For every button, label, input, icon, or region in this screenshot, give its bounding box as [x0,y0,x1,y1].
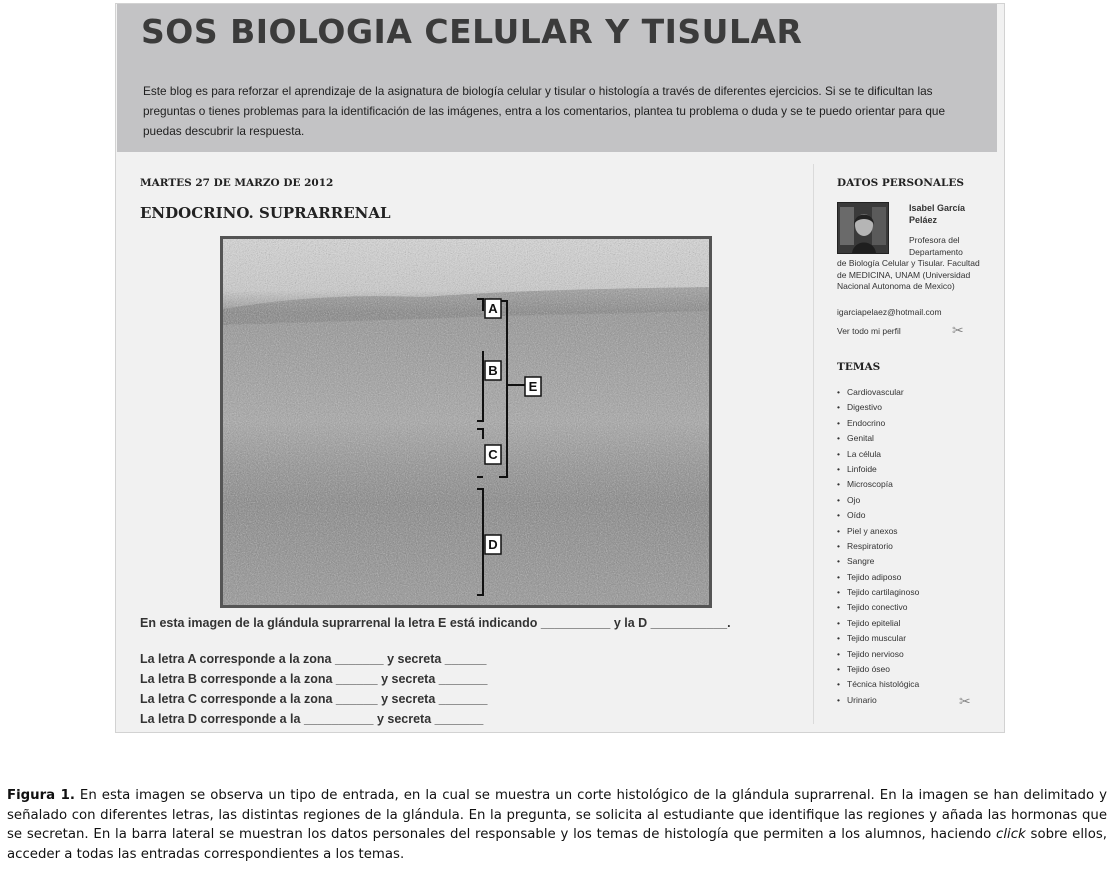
topic-link[interactable]: • Tejido conectivo [837,600,919,615]
view-profile-link[interactable]: Ver todo mi perfil [837,326,901,336]
profile-description: Profesora del Departamento [909,235,963,257]
topic-link[interactable]: • La célula [837,447,919,462]
topic-link[interactable]: • Técnica histológica [837,677,919,692]
profile-heading: DATOS PERSONALES [837,177,964,189]
question-main: En esta imagen de la glándula suprarrenal la letra E está indicando __________ y la D ___________. [140,616,731,630]
question-line-c: La letra C corresponde a la zona ______ y secreta _______ [140,692,488,706]
topic-link[interactable]: • Tejido cartilaginoso [837,585,919,600]
adrenal-gland-micrograph [220,236,712,608]
region-label-b [485,361,501,380]
profile-description-continued: de Biología Celular y Tisular. Facultad de MEDICINA, UNAM (Universidad Nacional Autonoma de Mexico) [837,258,980,291]
topic-link[interactable]: • Genital [837,431,919,446]
svg-text:D: D [488,537,498,552]
topic-link[interactable]: • Microscopía [837,477,919,492]
svg-text:E: E [528,379,538,394]
caption-text-end: sobre ellos, acceder a todas las entradas correspondientes a los temas. [7,827,1108,862]
svg-text:B: B [488,363,498,378]
screwdriver-wrench-icon[interactable]: ✂ [952,322,964,338]
post-title[interactable]: ENDOCRINO. SUPRARRENAL [140,204,391,222]
region-label-c [485,445,501,464]
topic-link[interactable]: • Endocrino [837,416,919,431]
profile-name-link[interactable]: Isabel García Peláez [909,203,966,225]
blog-description: Este blog es para reforzar el aprendizaje de la asignatura de biología celular y tisular o histología a través de diferentes ejercicios. Si se te dificultan las preguntas o tienes problemas para la identificación de las imágenes, entra a los comentarios, plantea tu problema o duda y se te puedo orientar para que puedas descubrir la respuesta. [143,84,946,138]
topic-link[interactable]: • Piel y anexos [837,524,919,539]
topics-heading: TEMAS [837,361,881,373]
topic-link[interactable]: • Sangre [837,554,919,569]
screwdriver-wrench-icon[interactable]: ✂ [959,693,971,709]
caption-text: En esta imagen se observa un tipo de entrada, en la cual se muestra un corte histológico de la glándula suprarrenal. En la imagen se han delimitado y señalado con diferentes letras, las distintas regiones de la glándula. En la pregunta, se solicita al estudiante que identifique las regiones y añada las hormonas que se secretan. En la barra lateral se muestran los datos personales del responsable y los temas de histología que permiten a los alumnos, haciendo [7,788,1108,842]
topic-link[interactable]: • Tejido óseo [837,662,919,677]
micrograph-image [223,239,709,605]
caption-italic: click [996,827,1026,842]
question-list [140,649,487,729]
topic-link[interactable]: • Tejido nervioso [837,647,919,662]
topic-link[interactable]: • Oído [837,508,919,523]
topic-link[interactable]: • Respiratorio [837,539,919,554]
topic-link[interactable]: • Urinario [837,693,919,708]
region-label-d [485,535,501,554]
caption-label: Figura 1. [7,788,75,803]
topics-list [837,385,919,708]
topic-link[interactable]: • Tejido adiposo [837,570,919,585]
question-line-b: La letra B corresponde a la zona ______ y secreta _______ [140,672,488,686]
topic-link[interactable]: • Tejido muscular [837,631,919,646]
region-label-e [525,377,541,396]
avatar-icon [838,203,888,253]
figure-caption [7,786,1107,864]
topic-link[interactable]: • Digestivo [837,400,919,415]
profile-avatar[interactable] [837,202,889,254]
topic-link[interactable]: • Ojo [837,493,919,508]
post-date: MARTES 27 DE MARZO DE 2012 [140,177,334,189]
topic-link[interactable]: • Cardiovascular [837,385,919,400]
blog-header [117,4,997,152]
svg-text:A: A [488,301,498,316]
question-line-d: La letra D corresponde a la __________ y secreta _______ [140,712,484,726]
region-label-a [485,299,501,318]
svg-text:C: C [488,447,498,462]
topic-link[interactable]: • Tejido epitelial [837,616,919,631]
blog-title[interactable]: SOS BIOLOGIA CELULAR Y TISULAR [141,12,803,51]
profile-email: igarciapelaez@hotmail.com [837,307,942,317]
question-line-a: La letra A corresponde a la zona _______ y secreta ______ [140,652,487,666]
blog-page [115,3,1005,733]
topic-link[interactable]: • Linfoide [837,462,919,477]
sidebar-divider [813,164,814,724]
